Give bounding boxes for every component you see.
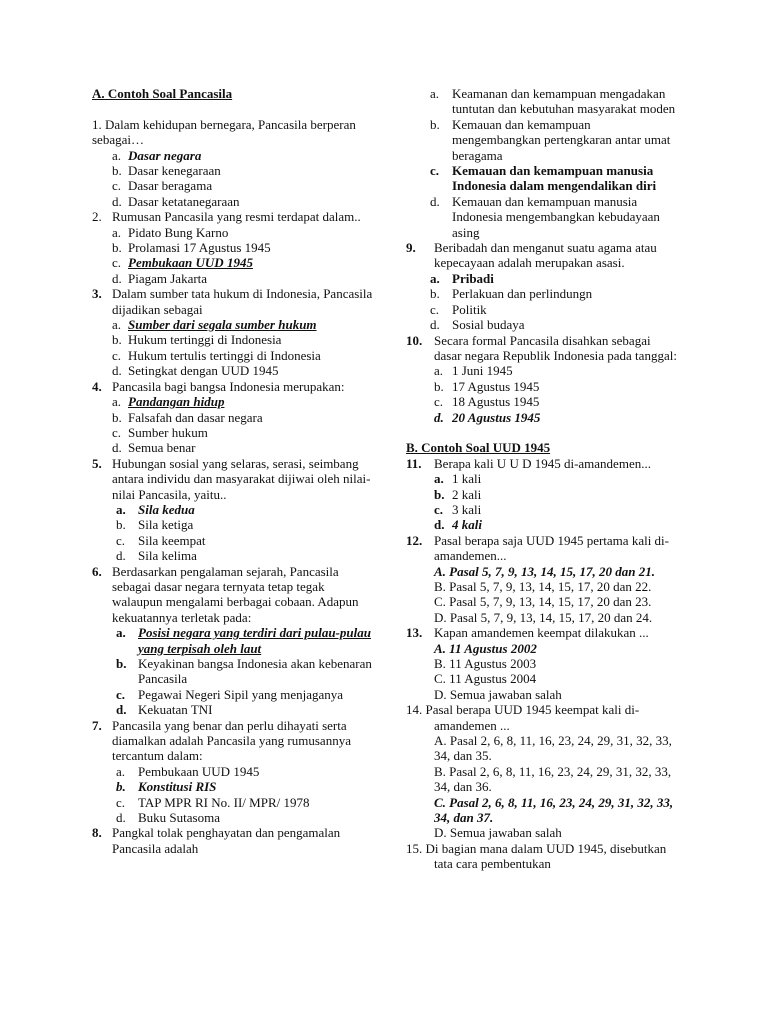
answer-option	[92, 779, 374, 794]
option-text: Semua benar	[128, 440, 196, 456]
option-text: C. Pasal 2, 6, 8, 11, 16, 23, 24, 29, 31, 32, 33, 34, dan 37.	[434, 794, 674, 826]
option-marker: c.	[116, 794, 126, 810]
option-text: 4 kali	[452, 517, 482, 533]
answer-option	[92, 810, 374, 825]
option-text: Sumber hukum	[128, 424, 208, 440]
option-marker: a.	[116, 763, 126, 779]
answer-option	[406, 579, 678, 594]
question-text: Pancasila bagi bangsa Indonesia merupakan:	[112, 378, 345, 394]
option-text: Sosial budaya	[452, 317, 525, 333]
option-text: Keyakinan bangsa Indonesia akan kebenaran Pancasila	[138, 656, 372, 687]
answer-option	[92, 795, 374, 810]
option-marker: d.	[112, 363, 122, 379]
spacer	[406, 425, 678, 440]
option-text: Sila kelima	[138, 548, 197, 564]
answer-option	[406, 656, 678, 671]
answer-option	[92, 271, 374, 286]
section-heading: A. Contoh Soal Pancasila	[92, 86, 233, 101]
answer-option	[92, 625, 374, 656]
option-text: Kemauan dan kemampuan manusia Indonesia mengembangkan kebudayaan asing	[452, 193, 660, 240]
option-text: 1 Juni 1945	[452, 363, 513, 379]
answer-option	[406, 410, 678, 425]
answer-option	[406, 394, 678, 409]
option-text: Sila ketiga	[138, 517, 194, 533]
option-text: Pembukaan UUD 1945	[128, 255, 253, 271]
answer-option	[92, 656, 374, 687]
question-text: 1. Dalam kehidupan bernegara, Pancasila berperan sebagai…	[92, 116, 356, 148]
answer-option	[92, 394, 374, 409]
option-text: D. Semua jawaban salah	[434, 825, 562, 841]
option-text: A. Pasal 2, 6, 8, 11, 16, 23, 24, 29, 31, 32, 33, 34, dan 35.	[434, 733, 672, 764]
answer-option	[406, 517, 678, 532]
option-marker: c.	[112, 255, 122, 271]
question	[92, 379, 374, 394]
option-marker: a.	[434, 471, 444, 487]
question-text: Dalam sumber tata hukum di Indonesia, Pancasila dijadikan sebagai	[112, 286, 373, 317]
answer-option	[92, 163, 374, 178]
option-marker: d.	[112, 270, 122, 286]
answer-option	[92, 764, 374, 779]
option-text: B. 11 Agustus 2003	[434, 656, 537, 672]
option-text: Sumber dari segala sumber hukum	[128, 317, 317, 333]
question-text	[406, 841, 678, 872]
option-text: A. 11 Agustus 2002	[434, 640, 537, 656]
question-text: Kapan amandemen keempat dilakukan ...	[434, 625, 649, 641]
right-column	[406, 86, 678, 872]
question-text: Hubungan sosial yang selaras, serasi, seimbang antara individu dan masyarakat dijiwai oleh nilai-nilai Pancasila, yaitu..	[112, 455, 371, 502]
option-marker: d.	[116, 548, 126, 564]
question-text: Berdasarkan pengalaman sejarah, Pancasila sebagai dasar negara ternyata tetap tegak walaupun mengalami berbagai cobaan. Adapun kekuatannya terletak pada:	[112, 563, 359, 625]
question-text: Secara formal Pancasila disahkan sebagai dasar negara Republik Indonesia pada tanggal:	[434, 332, 677, 363]
answer-option	[92, 194, 374, 209]
option-text: Politik	[452, 301, 487, 317]
option-text: Buku Sutasoma	[138, 810, 220, 826]
question-text: Beribadah dan menganut suatu agama atau kepecayaan adalah merupakan asasi.	[434, 240, 657, 271]
option-marker: b.	[430, 286, 440, 302]
option-marker: c.	[116, 686, 126, 702]
option-text: Dasar kenegaraan	[128, 163, 221, 179]
option-text: Pidato Bung Karno	[128, 224, 229, 240]
option-marker: b.	[434, 378, 444, 394]
option-marker: d.	[430, 193, 440, 209]
answer-option	[92, 255, 374, 270]
option-text: Hukum tertinggi di Indonesia	[128, 332, 282, 348]
option-marker: c.	[112, 347, 122, 363]
question	[406, 333, 678, 364]
answer-option	[406, 286, 678, 301]
option-marker: b.	[112, 332, 122, 348]
question-number: 4.	[92, 378, 102, 394]
answer-option	[92, 348, 374, 363]
option-marker: d.	[430, 317, 440, 333]
question	[406, 625, 678, 640]
question-number: 6.	[92, 563, 102, 579]
answer-option	[92, 410, 374, 425]
option-marker: d.	[112, 440, 122, 456]
option-marker: b.	[112, 409, 122, 425]
answer-option	[406, 86, 678, 117]
answer-option	[92, 533, 374, 548]
option-text: Kekuatan TNI	[138, 702, 213, 718]
answer-option	[406, 764, 678, 795]
answer-option	[406, 502, 678, 517]
option-text: TAP MPR RI No. II/ MPR/ 1978	[138, 794, 310, 810]
answer-option	[92, 317, 374, 332]
question-number: 14.	[406, 702, 423, 718]
answer-option	[92, 363, 374, 378]
answer-option	[406, 671, 678, 686]
question-number: 3.	[92, 286, 102, 302]
option-text: Sila kedua	[138, 501, 195, 517]
question	[92, 564, 374, 626]
option-marker: a.	[430, 86, 440, 101]
answer-option	[406, 564, 678, 579]
option-text: Pribadi	[452, 270, 494, 286]
option-marker: c.	[116, 532, 126, 548]
question-body: Di bagian mana dalam UUD 1945, disebutkan tata cara pembentukan	[422, 840, 667, 872]
spacer	[92, 101, 374, 116]
option-text: Posisi negara yang terdiri dari pulau-pulau yang terpisah oleh laut	[138, 625, 371, 656]
option-marker: b.	[112, 163, 122, 179]
option-marker: a.	[112, 317, 122, 333]
answer-option	[406, 271, 678, 286]
question	[406, 533, 678, 564]
option-marker: a.	[116, 625, 126, 641]
option-marker: b.	[434, 486, 445, 502]
answer-option	[92, 548, 374, 563]
answer-option	[406, 795, 678, 826]
option-text: 1 kali	[452, 471, 482, 487]
option-text: Setingkat dengan UUD 1945	[128, 363, 279, 379]
option-text: Prolamasi 17 Agustus 1945	[128, 240, 271, 256]
option-text: Perlakuan dan perlindungn	[452, 286, 593, 302]
option-text: Sila keempat	[138, 532, 206, 548]
answer-option	[406, 641, 678, 656]
question	[92, 718, 374, 764]
option-text: Hukum tertulis tertinggi di Indonesia	[128, 347, 321, 363]
option-marker: c.	[434, 501, 444, 517]
question-number: 11.	[406, 455, 422, 471]
question-number: 7.	[92, 717, 102, 733]
option-marker: b.	[116, 517, 126, 533]
option-marker: a.	[112, 147, 122, 163]
answer-option	[92, 425, 374, 440]
option-text: Dasar beragama	[128, 178, 213, 194]
answer-option	[406, 194, 678, 240]
option-text: Keamanan dan kemampuan mengadakan tuntutan dan kebutuhan masyarakat moden	[452, 86, 676, 117]
option-marker: c.	[430, 163, 440, 179]
answer-option	[406, 363, 678, 378]
answer-option	[406, 117, 678, 163]
answer-option	[92, 687, 374, 702]
answer-option	[406, 379, 678, 394]
option-text: Falsafah dan dasar negara	[128, 409, 263, 425]
answer-option	[406, 163, 678, 194]
question-number: 10.	[406, 332, 423, 348]
question-body: Pasal berapa UUD 1945 keempat kali di-amandemen ...	[422, 702, 640, 733]
answer-option	[92, 502, 374, 517]
question-number: 5.	[92, 455, 102, 471]
question-number: 2.	[92, 209, 102, 225]
answer-option	[406, 825, 678, 840]
option-text: Pegawai Negeri Sipil yang menjaganya	[138, 686, 344, 702]
answer-option	[406, 687, 678, 702]
question	[92, 209, 374, 224]
option-marker: b.	[430, 116, 440, 132]
question-text: Pangkal tolak penghayatan dan pengamalan Pancasila adalah	[112, 825, 341, 856]
option-marker: c.	[434, 394, 444, 410]
option-marker: a.	[112, 394, 122, 410]
question-text: Pasal berapa saja UUD 1945 pertama kali di-amandemen...	[434, 532, 670, 564]
question	[406, 240, 678, 271]
option-text: C. 11 Agustus 2004	[434, 671, 537, 687]
question	[406, 841, 678, 872]
answer-option	[406, 317, 678, 332]
option-text: Konstitusi RIS	[138, 779, 217, 795]
question-text: Pancasila yang benar dan perlu dihayati serta diamalkan adalah Pancasila yang rumusannya tercantum dalam:	[112, 717, 351, 764]
question	[92, 456, 374, 502]
answer-option	[92, 517, 374, 532]
question-number: 12.	[406, 532, 423, 548]
option-text: Kemauan dan kemampuan manusia Indonesia dalam mengendalikan diri	[452, 163, 657, 194]
option-marker: d.	[434, 517, 445, 533]
option-marker: b.	[112, 240, 122, 256]
option-text: Pembukaan UUD 1945	[138, 763, 260, 779]
answer-option	[406, 302, 678, 317]
question-number: 8.	[92, 825, 102, 841]
option-text: B. Pasal 2, 6, 8, 11, 16, 23, 24, 29, 31, 32, 33, 34, dan 36.	[434, 763, 672, 795]
option-marker: c.	[430, 301, 440, 317]
answer-option	[406, 471, 678, 486]
question	[92, 825, 374, 856]
option-marker: a.	[430, 270, 440, 286]
answer-option	[92, 178, 374, 193]
option-marker: c.	[112, 178, 122, 194]
option-marker: a.	[434, 363, 444, 379]
option-text: 18 Agustus 1945	[452, 394, 540, 410]
option-marker: a.	[116, 501, 126, 517]
option-marker: d.	[112, 193, 122, 209]
option-text: 17 Agustus 1945	[452, 378, 540, 394]
question-number: 15.	[406, 840, 423, 856]
option-text: 3 kali	[452, 501, 482, 517]
question-number: 13.	[406, 625, 423, 641]
option-text: D. Semua jawaban salah	[434, 686, 562, 702]
option-text: C. Pasal 5, 7, 9, 13, 14, 15, 17, 20 dan 23.	[434, 594, 652, 610]
question-text: Rumusan Pancasila yang resmi terdapat dalam..	[112, 209, 361, 225]
question-text	[406, 702, 678, 733]
question-text: Berapa kali U U D 1945 di-amandemen...	[434, 455, 651, 471]
option-marker: d.	[116, 810, 126, 826]
answer-option	[92, 240, 374, 255]
question	[406, 702, 678, 733]
question-number: 9.	[406, 240, 416, 256]
option-marker: c.	[112, 424, 122, 440]
option-marker: b.	[116, 779, 126, 795]
option-text: 2 kali	[452, 486, 482, 502]
question	[406, 456, 678, 471]
answer-option	[92, 332, 374, 347]
option-text: Dasar ketatanegaraan	[128, 193, 240, 209]
answer-option	[92, 225, 374, 240]
option-text: D. Pasal 5, 7, 9, 13, 14, 15, 17, 20 dan 24.	[434, 609, 653, 625]
option-marker: a.	[112, 224, 122, 240]
option-text: Dasar negara	[128, 147, 202, 163]
answer-option	[406, 733, 678, 764]
section-heading: B. Contoh Soal UUD 1945	[406, 440, 551, 456]
answer-option	[406, 610, 678, 625]
answer-option	[406, 594, 678, 609]
option-text: B. Pasal 5, 7, 9, 13, 14, 15, 17, 20 dan 22.	[434, 578, 652, 594]
option-marker: b.	[116, 656, 127, 672]
option-text: Kemauan dan kemampuan mengembangkan pertengkaran antar umat beragama	[452, 116, 671, 163]
answer-option	[92, 440, 374, 455]
answer-option	[406, 487, 678, 502]
question	[92, 286, 374, 317]
option-text: Pandangan hidup	[128, 394, 225, 410]
answer-option	[92, 702, 374, 717]
left-column	[92, 86, 374, 856]
option-text: A. Pasal 5, 7, 9, 13, 14, 15, 17, 20 dan 21.	[434, 563, 656, 579]
option-marker: d.	[434, 409, 444, 425]
option-text: Piagam Jakarta	[128, 270, 208, 286]
answer-option	[92, 148, 374, 163]
option-marker: d.	[116, 702, 127, 718]
option-text: 20 Agustus 1945	[452, 409, 541, 425]
